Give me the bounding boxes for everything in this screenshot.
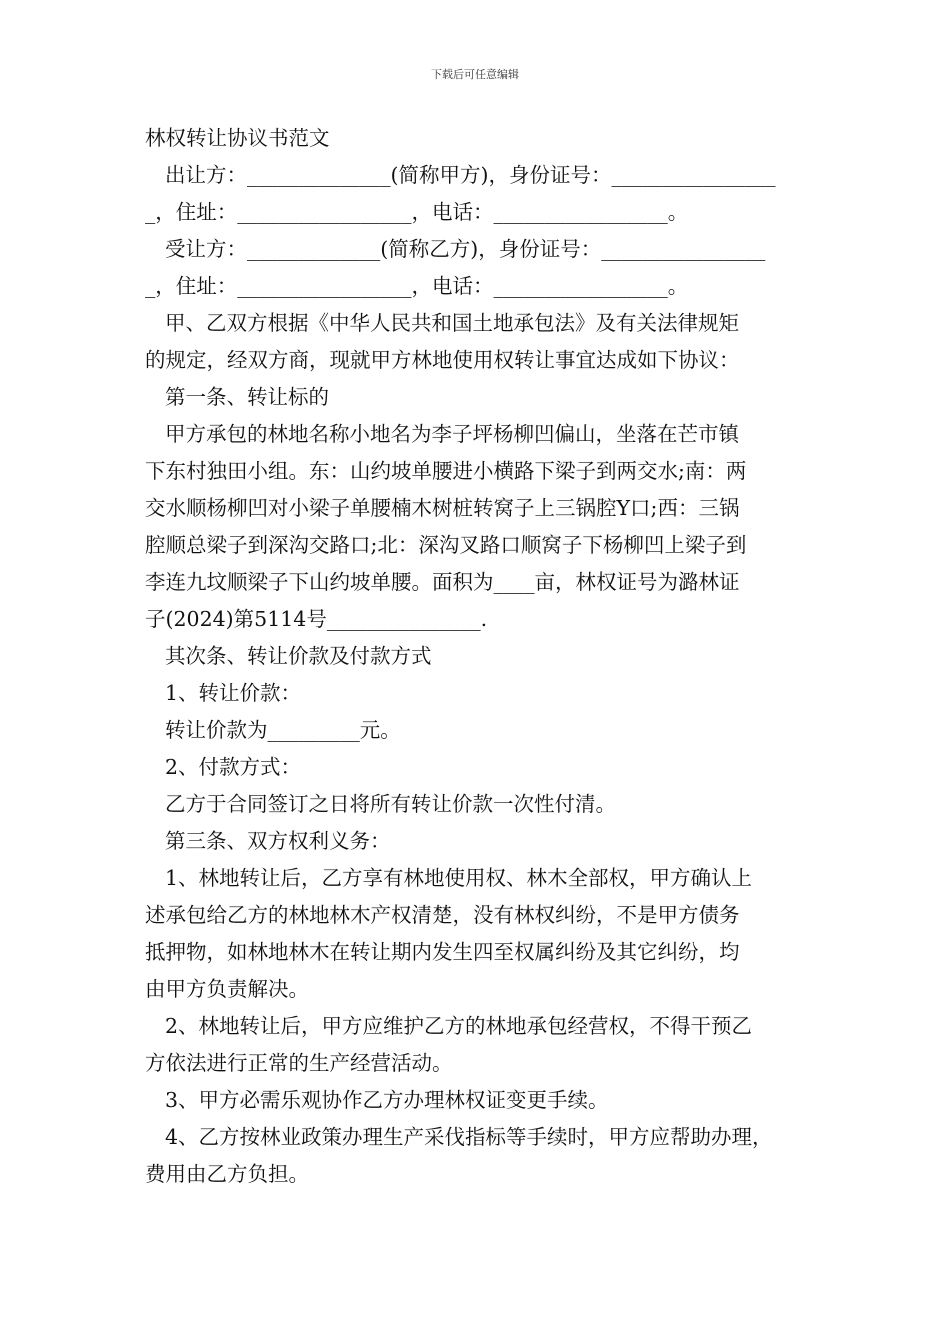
paragraph-line: 方依法进行正常的生产经营活动。 bbox=[145, 1051, 453, 1075]
page-header: 下载后可任意编辑 bbox=[431, 68, 519, 81]
section-heading: 第一条、转让标的 bbox=[165, 385, 329, 409]
paragraph-line: 4、乙方按林业政策办理生产采伐指标等手续时，甲方应帮助办理， bbox=[165, 1125, 773, 1149]
paragraph-line: 由甲方负责解决。 bbox=[145, 977, 309, 1001]
section-heading: 第三条、双方权利义务： bbox=[165, 829, 391, 853]
paragraph-line: 甲方承包的林地名称小地名为李子坪杨柳凹偏山，坐落在芒市镇 bbox=[165, 422, 739, 446]
paragraph-line: 1、林地转让后，乙方享有林地使用权、林木全部权，甲方确认上 bbox=[165, 866, 753, 890]
paragraph-line: 交水顺杨柳凹对小梁子单腰楠木树桩转窝子上三锅腔Y口;西：三锅 bbox=[145, 496, 740, 520]
paragraph-line: 受让方：_____________(简称乙方)，身份证号：________________ bbox=[165, 237, 766, 261]
paragraph-line: 2、付款方式： bbox=[165, 755, 302, 779]
paragraph-line: 乙方于合同签订之日将所有转让价款一次性付清。 bbox=[165, 792, 616, 816]
section-heading: 其次条、转让价款及付款方式 bbox=[165, 644, 432, 668]
paragraph-line: _，住址：_________________，电话：_________________。 bbox=[145, 274, 689, 298]
paragraph-line: 转让价款为_________元。 bbox=[165, 718, 401, 742]
paragraph-line: 下东村独田小组。东：山约坡单腰进小横路下梁子到两交水;南：两 bbox=[145, 459, 747, 483]
paragraph-line: 2、林地转让后，甲方应维护乙方的林地承包经营权，不得干预乙 bbox=[165, 1014, 753, 1038]
paragraph-line: _，住址：_________________，电话：_________________。 bbox=[145, 200, 689, 224]
paragraph-line: 甲、乙双方根据《中华人民共和国土地承包法》及有关法律规矩 bbox=[165, 311, 739, 335]
paragraph-line: 1、转让价款： bbox=[165, 681, 302, 705]
paragraph-line: 述承包给乙方的林地林木产权清楚，没有林权纠纷，不是甲方债务 bbox=[145, 903, 740, 927]
paragraph-line: 抵押物，如林地林木在转让期内发生四至权属纠纷及其它纠纷，均 bbox=[145, 940, 740, 964]
paragraph-line: 出让方：______________(简称甲方)，身份证号：________________ bbox=[165, 163, 776, 187]
paragraph-line: 李连九坟顺梁子下山约坡单腰。面积为____亩，林权证号为潞林证 bbox=[145, 570, 740, 594]
paragraph-line: 3、甲方必需乐观协作乙方办理林权证变更手续。 bbox=[165, 1088, 609, 1112]
paragraph-line: 费用由乙方负担。 bbox=[145, 1162, 309, 1186]
document-title: 林权转让协议书范文 bbox=[145, 126, 330, 150]
document-body bbox=[145, 120, 825, 1193]
paragraph-line: 的规定，经双方商，现就甲方林地使用权转让事宜达成如下协议： bbox=[145, 348, 740, 372]
paragraph-line: 腔顺总梁子到深沟交路口;北：深沟叉路口顺窝子下杨柳凹上梁子到 bbox=[145, 533, 747, 557]
paragraph-line: 子(2024)第5114号_______________. bbox=[145, 607, 488, 631]
